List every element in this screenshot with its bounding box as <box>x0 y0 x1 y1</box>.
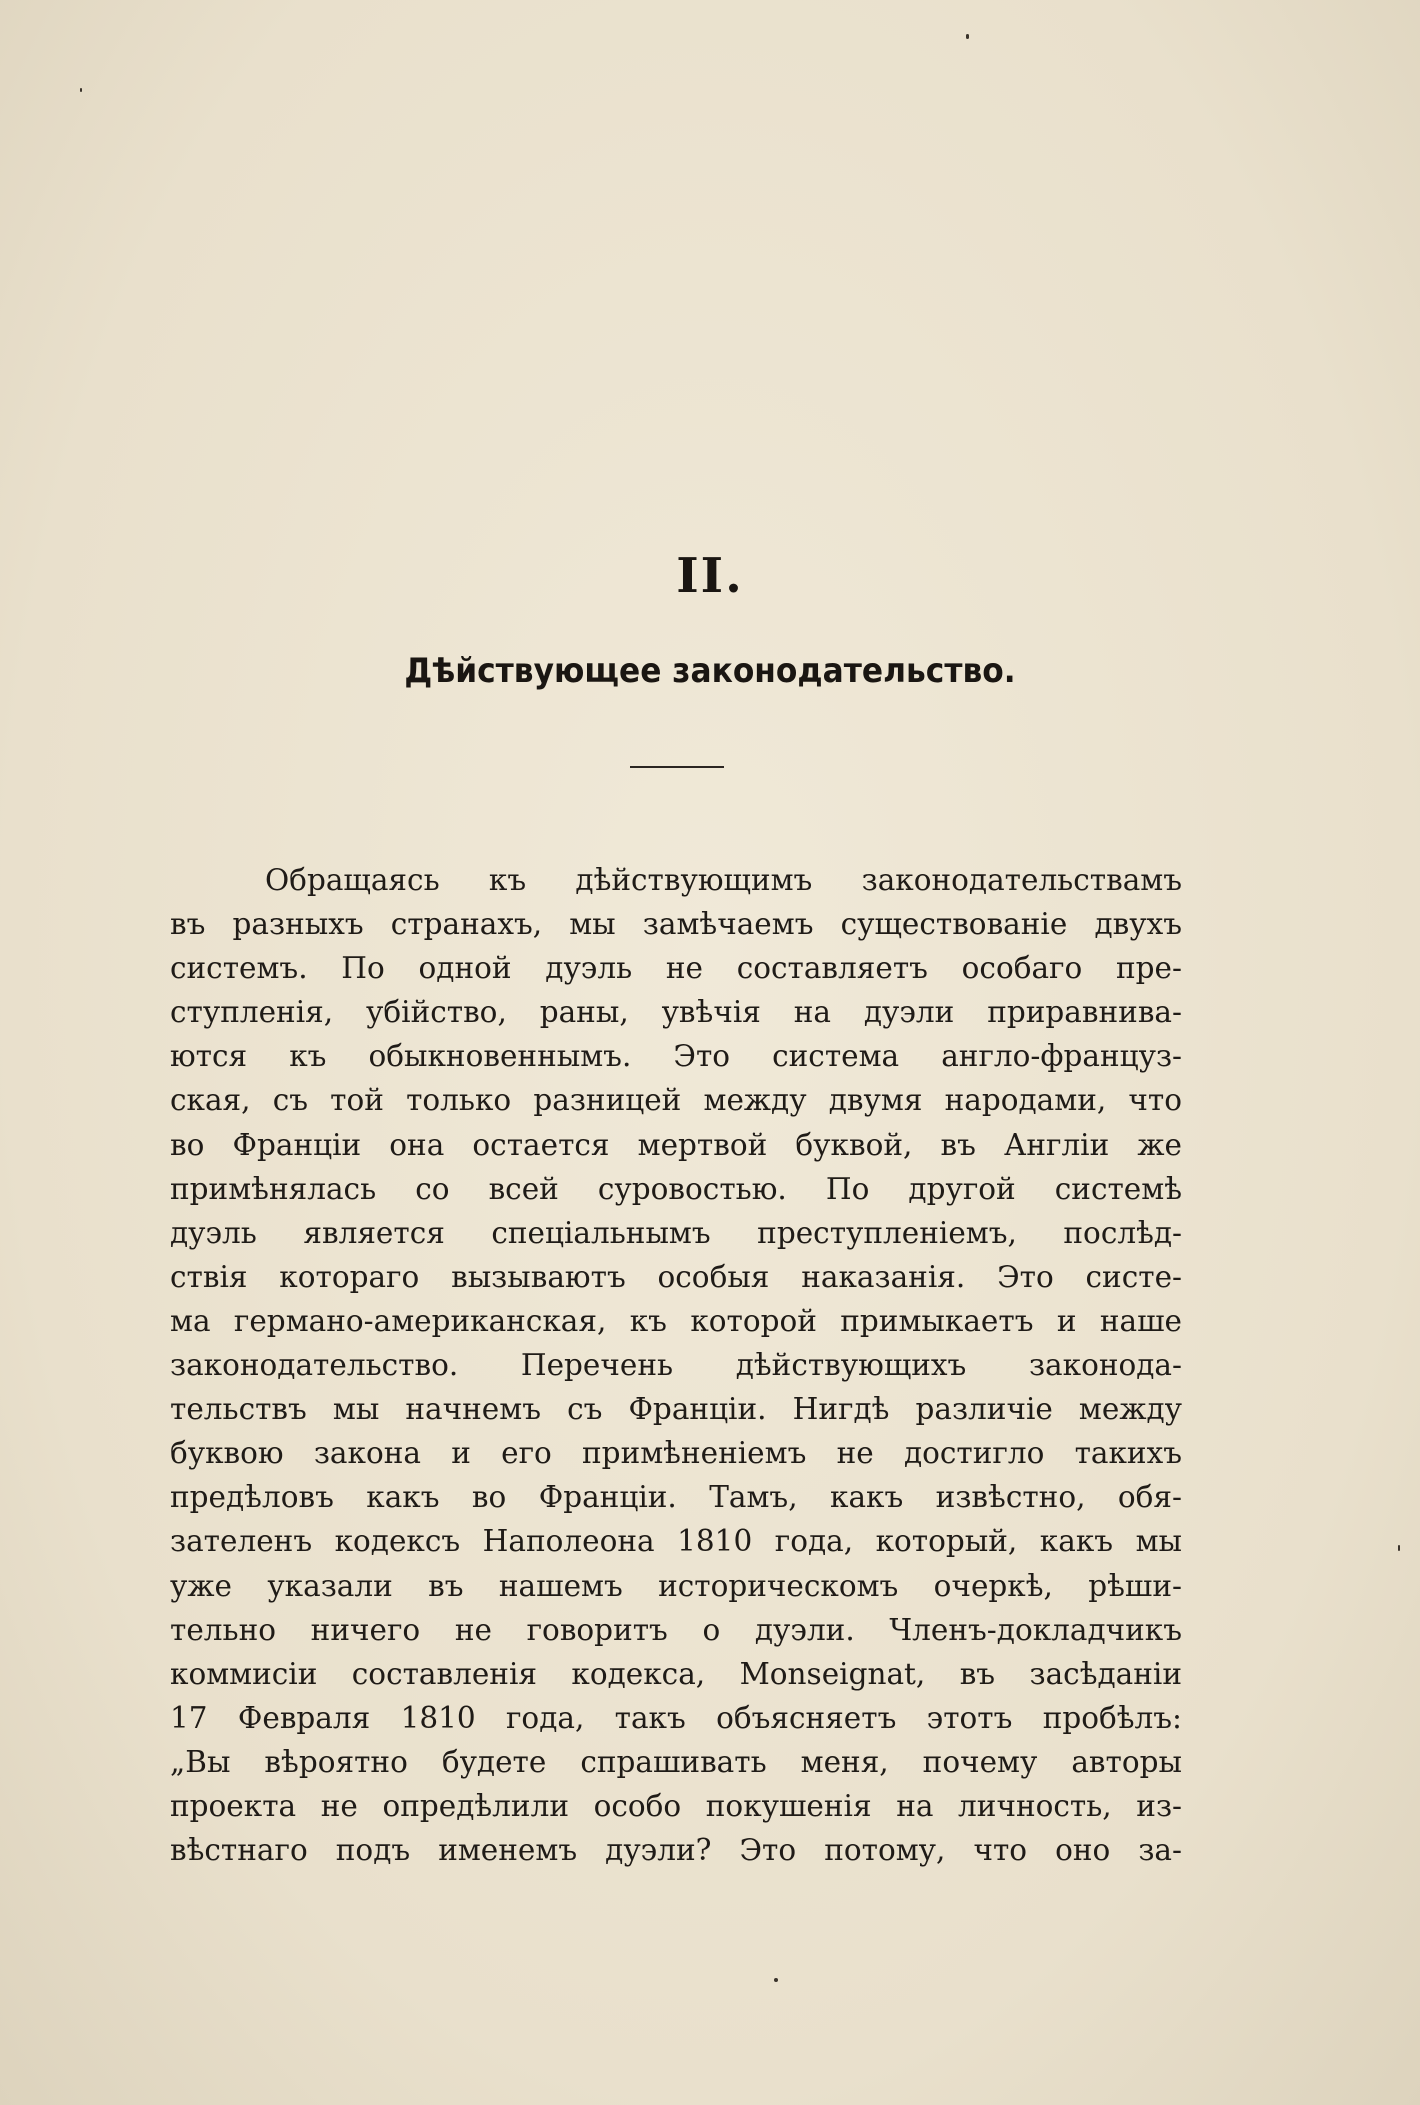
text-line: дуэль является спеціальнымъ преступленіемъ, послѣд- <box>170 1215 1182 1250</box>
text-line: коммисіи составленія кодекса, Monseignat, въ засѣданіи <box>170 1656 1182 1691</box>
text-line: тельствъ мы начнемъ съ Франціи. Нигдѣ различіе между <box>170 1392 1182 1427</box>
text-line: законодательство. Перечень дѣйствующихъ законода- <box>170 1348 1182 1383</box>
text-line: проекта не опредѣлили особо покушенія на личность, из- <box>170 1788 1182 1823</box>
text-line: буквою закона и его примѣненіемъ не достигло такихъ <box>170 1436 1182 1471</box>
text-line: Обращаясь къ дѣйствующимъ законодательствамъ <box>265 863 1182 897</box>
text-line: вѣстнаго подъ именемъ дуэли? Это потому, что оно за- <box>170 1833 1182 1868</box>
text-line: тельно ничего не говоритъ о дуэли. Членъ-докладчикъ <box>170 1612 1182 1647</box>
text-line: во Франціи она остается мертвой буквой, въ Англіи же <box>170 1127 1182 1162</box>
text-line: ма германо-американская, къ которой примыкаетъ и наше <box>170 1303 1182 1338</box>
text-line: въ разныхъ странахъ, мы замѣчаемъ существованіе двухъ <box>170 907 1182 942</box>
text-line: примѣнялась со всей суровостью. По другой системѣ <box>170 1171 1182 1206</box>
text-line: ступленія, убійство, раны, увѣчія на дуэли приравнива- <box>170 995 1182 1030</box>
paper-speck <box>774 1978 778 1982</box>
paper-speck <box>1398 1545 1400 1551</box>
text-line: ются къ обыкновеннымъ. Это система англо-француз- <box>170 1039 1182 1074</box>
paper-speck <box>80 88 82 92</box>
chapter-title: Дѣйствующее законодательство. <box>404 651 1016 691</box>
text-line: уже указали въ нашемъ историческомъ очеркѣ, рѣши- <box>170 1568 1182 1603</box>
chapter-number: II. <box>676 548 744 604</box>
title-divider <box>630 766 724 768</box>
text-line: системъ. По одной дуэль не составляетъ особаго пре- <box>170 951 1182 986</box>
body-paragraph <box>170 858 1182 1872</box>
paper-speck <box>966 34 969 39</box>
text-line: 17 Февраля 1810 года, такъ объясняетъ этотъ пробѣлъ: <box>170 1700 1182 1735</box>
text-line: ствія котораго вызываютъ особыя наказанія. Это систе- <box>170 1259 1182 1294</box>
text-line: предѣловъ какъ во Франціи. Тамъ, какъ извѣстно, обя- <box>170 1480 1182 1515</box>
text-line: ская, съ той только разницей между двумя народами, что <box>170 1083 1182 1118</box>
text-line: зателенъ кодексъ Наполеона 1810 года, который, какъ мы <box>170 1524 1182 1559</box>
text-line: „Вы вѣроятно будете спрашивать меня, почему авторы <box>170 1744 1182 1779</box>
